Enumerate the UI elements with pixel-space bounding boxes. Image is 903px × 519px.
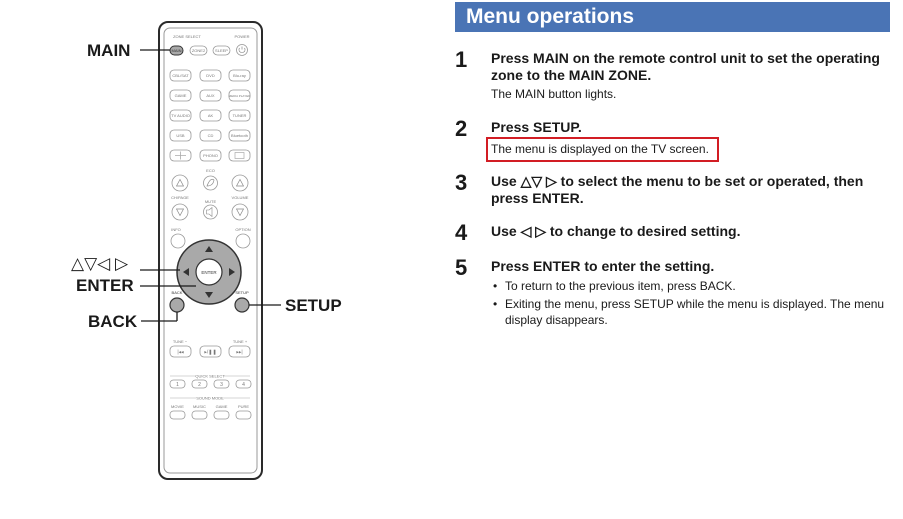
usb-label: USB (176, 133, 185, 138)
eco-button[interactable] (204, 176, 218, 190)
tuner-label: TUNER (232, 113, 247, 118)
mute-label: MUTE (204, 199, 217, 204)
back-callout: BACK (88, 312, 138, 331)
info-button[interactable] (171, 234, 185, 248)
step-title: Press SETUP. (491, 119, 582, 135)
step-note: The menu is displayed on the TV screen. (491, 142, 709, 156)
step-number: 4 (455, 220, 468, 245)
ak-label: AK (207, 113, 214, 118)
info-label: INFO (171, 227, 181, 232)
step-body (491, 50, 891, 102)
step-number: 3 (455, 170, 468, 195)
aux-label: AUX (206, 93, 215, 98)
quick-select-2-label: 2 (198, 382, 201, 388)
option-label: OPTION (235, 227, 251, 232)
highlight-box (486, 137, 719, 162)
step-title: Use ◁ ▷ to change to desired setting. (491, 223, 741, 239)
bullet-list (491, 278, 891, 328)
arrows-callout: △▽◁ ▷ (71, 254, 129, 273)
setup-button[interactable] (235, 298, 249, 312)
step-title: Use △▽ ▷ to select the menu to be set or operated, then press ENTER. (491, 173, 864, 206)
back-button[interactable] (170, 298, 184, 312)
ch-down-button[interactable] (172, 204, 188, 220)
movie-label: MOVIE (171, 404, 184, 409)
step-body (491, 223, 891, 240)
skip-back-icon: |◂◂ (177, 349, 184, 356)
step-number: 1 (455, 47, 468, 72)
extra-source-button[interactable] (229, 150, 250, 161)
vol-up-button[interactable] (232, 175, 248, 191)
option-button[interactable] (236, 234, 250, 248)
bluetooth-label: Bluetooth (231, 133, 248, 138)
enter-callout: ENTER (76, 276, 134, 295)
ch-up-button[interactable] (172, 175, 188, 191)
zone2-label: ZONE2 (191, 48, 206, 53)
vol-down-button[interactable] (232, 204, 248, 220)
section-title: Menu operations (466, 5, 635, 28)
movie-button[interactable] (170, 411, 185, 419)
quick-select-3-label: 3 (220, 382, 223, 388)
sound-game-button[interactable] (214, 411, 229, 419)
sound-mode-label: SOUND MODE (196, 395, 224, 401)
step-body (491, 173, 891, 207)
music-label: MUSIC (193, 404, 206, 409)
enter-button-label: ENTER (201, 270, 217, 275)
media-player-label: MEDIA PLAYER (228, 94, 251, 98)
dvd-label: DVD (206, 73, 215, 78)
sleep-label: SLEEP (215, 48, 228, 53)
quick-select-label: QUICK SELECT (195, 373, 225, 379)
zone-select-label: ZONE SELECT (173, 34, 201, 39)
eco-label: ECO (206, 168, 215, 173)
step-number: 5 (455, 255, 468, 280)
sound-game-label: GAME (215, 404, 228, 409)
ch-page-label: CH/PAGE (171, 195, 189, 200)
volume-label: VOLUME (231, 195, 249, 200)
back-label: BACK (171, 290, 183, 295)
pure-label: PURE (237, 404, 250, 409)
step-title: Press ENTER to enter the setting. (491, 258, 715, 274)
section-header (455, 2, 890, 32)
step-body (491, 258, 891, 330)
bullet-item: • Exiting the menu, press SETUP while the menu is displayed. The menu display disappears. (491, 296, 891, 328)
quick-select-4-label: 4 (242, 382, 245, 388)
power-button[interactable] (237, 45, 248, 56)
setup-label: SETUP (235, 290, 249, 295)
tune-minus-label: TUNE − (172, 339, 188, 344)
tv-audio-label: TV AUDIO (171, 113, 190, 118)
quick-select-1-label: 1 (176, 382, 179, 388)
step-title: Press MAIN on the remote control unit to set the operating zone to the MAIN ZONE. (491, 50, 880, 83)
game-label: GAME (174, 93, 187, 98)
skip-forward-icon: ▸▸| (236, 349, 243, 356)
cbl-sat-label: CBL/SAT (172, 73, 189, 78)
bullet-item: • To return to the previous item, press BACK. (491, 278, 891, 294)
phono-label: PHONO (203, 153, 218, 158)
step-number: 2 (455, 116, 468, 141)
music-button[interactable] (192, 411, 207, 419)
main-button-label: MAIN (171, 48, 182, 53)
step-body (491, 119, 891, 162)
tune-plus-label: TUNE + (232, 339, 248, 344)
bluray-label: Blu-ray (233, 73, 246, 78)
pure-button[interactable] (236, 411, 251, 419)
cd-label: CD (207, 133, 214, 138)
main-callout: MAIN (87, 41, 131, 60)
play-pause-icon: ▸/❚❚ (204, 349, 217, 356)
power-label: POWER (234, 34, 250, 39)
mute-button[interactable] (204, 205, 218, 219)
setup-callout: SETUP (285, 296, 342, 315)
step-note: The MAIN button lights. (491, 87, 617, 101)
